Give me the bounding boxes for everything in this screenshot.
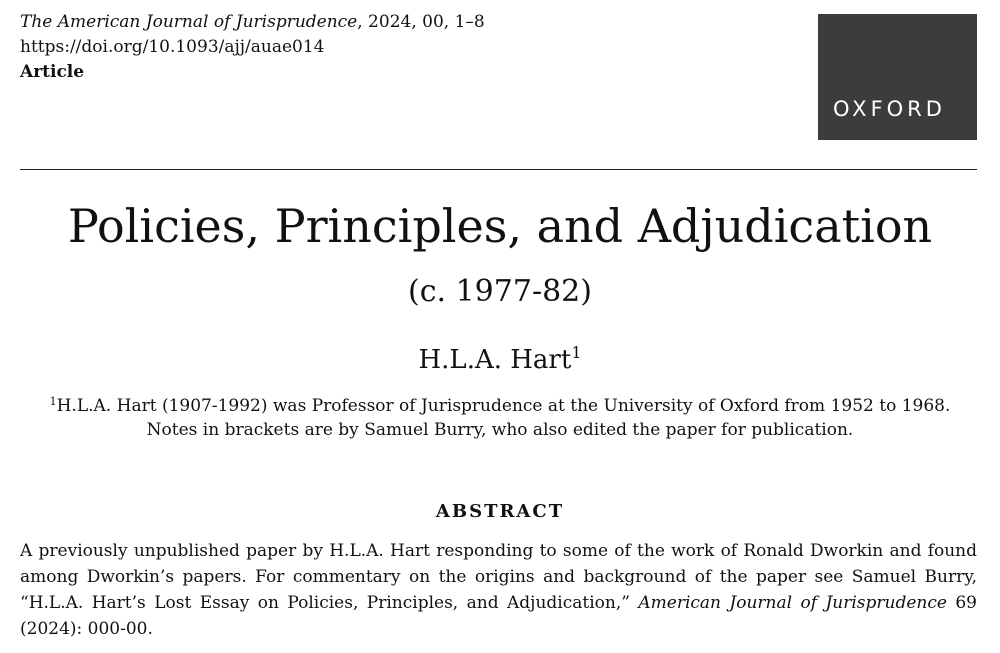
paper-dates: (c. 1977-82) xyxy=(408,274,592,309)
abstract-journal-italic: American Journal of Jurisprudence xyxy=(638,593,947,613)
journal-details: , 2024, 00, 1–8 xyxy=(357,12,485,32)
oxford-logo-text: OXFORD xyxy=(833,97,946,121)
footnote-line-1 xyxy=(0,390,1000,418)
abstract-text xyxy=(20,538,977,642)
article-meta xyxy=(20,10,485,85)
oxford-logo xyxy=(818,14,977,140)
doi-link[interactable]: https://doi.org/10.1093/ajj/auae014 xyxy=(20,37,325,57)
footnote-text-2: Notes in brackets are by Samuel Burry, who also edited the paper for publication. xyxy=(146,420,854,440)
journal-name: The American Journal of Jurisprudence xyxy=(20,12,358,32)
author-footnote-mark[interactable]: 1 xyxy=(571,343,582,362)
article-type: Article xyxy=(20,62,85,82)
header-divider xyxy=(20,169,977,170)
journal-citation xyxy=(20,10,485,35)
abstract-text-after: 69 (2024): 000-00. xyxy=(20,593,977,639)
abstract-text-before: A previously unpublished paper by H.L.A. Hart responding to some of the work of Ronald Dworkin and found among Dworkin’s papers. For commentary on the origins and background of the paper see Samuel Burry, “H.L.A. Hart’s Lost Essay on Policies, Principles, and Adjudication,” xyxy=(20,541,977,613)
author-name: H.L.A. Hart xyxy=(418,345,572,375)
author-footnote xyxy=(0,390,1000,442)
abstract-heading: ABSTRACT xyxy=(435,501,565,522)
footnote-text-1: H.L.A. Hart (1907-1992) was Professor of Jurisprudence at the University of Oxford from 1952 to 1968. xyxy=(56,396,951,416)
paper-title: Policies, Principles, and Adjudication xyxy=(67,199,933,253)
author-line xyxy=(0,333,1000,380)
footnote-mark: 1 xyxy=(49,395,57,408)
